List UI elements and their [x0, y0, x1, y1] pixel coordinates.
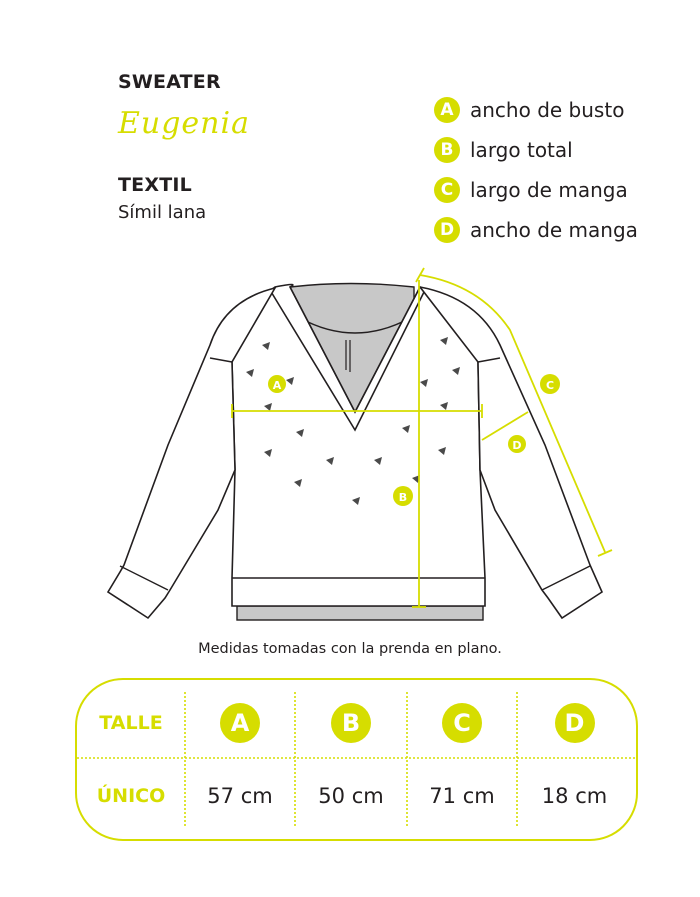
table-row-label: ÚNICO: [96, 785, 166, 807]
textile-value: Símil lana: [118, 202, 207, 223]
legend-label-c: largo de manga: [470, 178, 628, 202]
table-header-c: [407, 688, 517, 758]
marker-a-label: A: [272, 379, 282, 392]
size-table: [75, 678, 638, 841]
legend-badge-a: A: [434, 97, 460, 123]
table-value-b: 50 cm: [318, 784, 384, 808]
textile-heading: TEXTIL: [118, 174, 192, 196]
legend-label-a: ancho de busto: [470, 98, 625, 122]
marker-b: [393, 486, 413, 506]
marker-c: [540, 374, 560, 394]
marker-d-label: D: [512, 439, 522, 452]
hem-lining: [237, 606, 483, 620]
marker-c-label: C: [545, 379, 555, 392]
table-header-label: TALLE: [99, 712, 163, 734]
legend-badge-b: B: [434, 137, 460, 163]
table-header-a: [185, 688, 295, 758]
table-value-a: 57 cm: [207, 784, 273, 808]
legend-badge-d: D: [434, 217, 460, 243]
garment-type-title: SWEATER: [118, 71, 221, 93]
table-value-d: 18 cm: [541, 784, 608, 808]
table-header-d: [517, 688, 632, 758]
marker-a: [268, 375, 286, 393]
marker-d: [508, 435, 526, 453]
table-badge-a: A: [220, 703, 260, 743]
table-value-c: 71 cm: [429, 784, 495, 808]
legend-label-d: ancho de manga: [470, 218, 638, 242]
measurement-note: Medidas tomadas con la prenda en plano.: [198, 641, 502, 657]
table-badge-c: C: [442, 703, 482, 743]
legend-badge-c: C: [434, 177, 460, 203]
model-name-script: Eugenia: [118, 106, 250, 141]
table-header-b: [295, 688, 407, 758]
table-badge-b: B: [331, 703, 371, 743]
table-badge-d: D: [555, 703, 595, 743]
marker-b-label: B: [398, 491, 408, 504]
legend-label-b: largo total: [470, 138, 573, 162]
